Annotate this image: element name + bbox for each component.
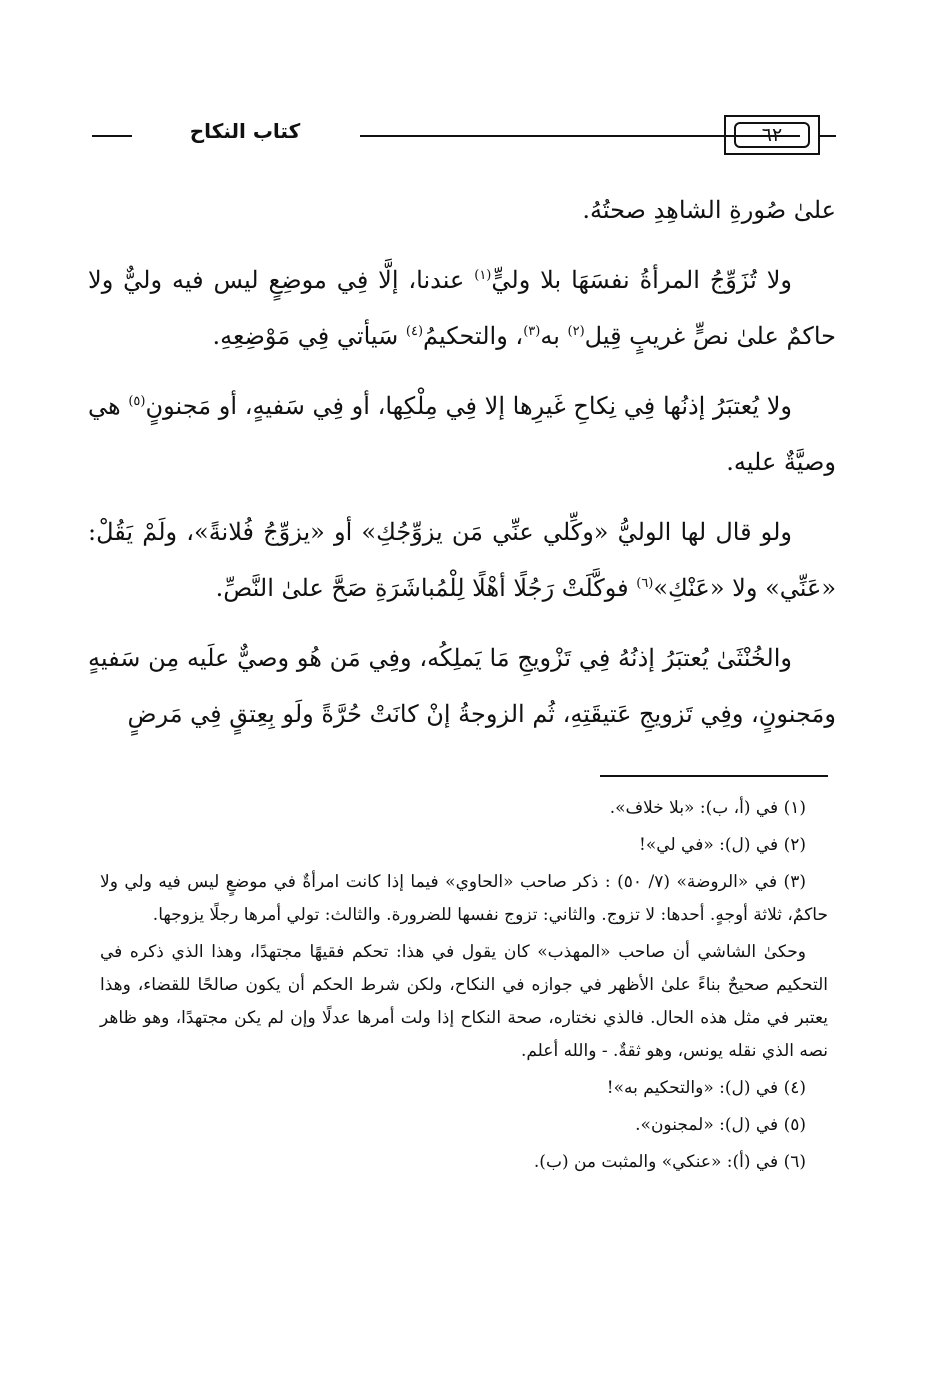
main-text [88,182,836,756]
text-run: هي وصيَّةٌ عليه. [88,392,836,476]
footnote-5: (٥) في (ل): «لمجنون». [635,1115,806,1135]
footnote-4: (٤) في (ل): «والتحكيم به»! [606,1078,806,1098]
page-number: ٦٢ [734,122,810,148]
paragraph-4 [88,504,836,616]
footnote-marker-1: (١) [474,268,492,283]
paragraph-2 [88,252,836,364]
footnote-6: (٦) في (أ): «عنكي» والمثبت من (ب). [533,1152,806,1172]
footnote-marker-6: (٦) [636,576,654,591]
footnote-marker-2: (٢) [567,324,585,339]
page-header [92,115,832,159]
header-rule-right [820,135,836,137]
text-run: ، والتحكيمُ [423,322,524,350]
text-run: عندنا، إلَّا فِي موضِعٍ ليس فيه وليٌّ ولا حاكمٌ علىٰ نصٍّ غريبٍ قِيل [88,266,836,350]
text-run: سَيأتي فِي مَوْضِعِهِ. [212,322,406,350]
paragraph-1: علىٰ صُورةِ الشاهِدِ صحتُهُ. [582,196,836,224]
text-run: ولا تُزَوِّجُ المرأةُ نفسَهَا بلا وليٍّ [491,266,792,294]
footnote-marker-3: (٣) [523,324,541,339]
footnote-3-continued: وحكىٰ الشاشي أن صاحب «المهذب» كان يقول في هذا: تحكم فقيهًا مجتهدًا، وهذا الذي ذكره في التحكيم صحيحٌ بناءً علىٰ الأظهر في جوازه في النكاح، ولكن شرط الحكم أن يكون صالحًا للقضاء، وهذا يعتبر في مثل هذه الحال. فالذي نختاره، صحة النكاح إذا ولت أمرها عدلًا وإن لم يكن مجتهدًا، وهو ظاهر نصه الذي نقله يونس، وهو ثقةٌ. - والله أعلم. [100,942,828,1061]
paragraph-5: والخُنْثَىٰ يُعتبَرُ إذنُهُ فِي تَزْويجِ مَا يَملِكُه، وفِي مَن هُو وصيٌّ علَيه مِن سَفيهٍ ومَجنونٍ، وفِي تَزويجِ عَتيقَتِهِ، ثُم الزوجةُ إنْ كانَتْ حُرَّةً ولَو بِعِتقٍ فِي مَرضٍ [88,644,836,728]
page-number-frame [724,115,820,155]
text-run: به [540,322,568,350]
text-run: ولو قال لها الوليُّ «وكِّلي عنِّي مَن يزوِّجُكِ» أو «يزوِّجُ فُلانةً»، ولَمْ يَقُلْ: «عَنِّي» ولا «عَنْكِ» [88,518,836,602]
footnote-marker-5: (٥) [128,394,146,409]
footnote-separator [600,775,828,777]
footnote-marker-4: (٤) [405,324,424,339]
text-run: ولا يُعتبَرُ إذنُها فِي نِكاحِ غَيرِها إلا فِي مِلْكِها، أو فِي سَفيهٍ، أو مَجنونٍ [145,392,792,420]
paragraph-3 [88,378,836,490]
footnotes [100,792,828,1183]
header-rule-left [92,135,132,137]
footnote-1: (١) في (أ، ب): «بلا خلاف». [609,798,806,818]
footnote-2: (٢) في (ل): «في لي»! [639,835,806,855]
book-title: كتاب النكاح [189,119,301,143]
text-run: فوكَّلَتْ رَجُلًا أهْلًا لِلْمُباشَرَةِ صَحَّ علىٰ النَّصِّ. [215,574,637,602]
footnote-3: (٣) في «الروضة» (٧/ ٥٠) : ذكر صاحب «الحاوي» فيما إذا كانت امرأةٌ في موضعٍ ليس فيه ولي ولا حاكمٌ، ثلاثة أوجهٍ. أحدها: لا تزوج. والثاني: تزوج نفسها للضرورة. والثالث: تولي أمرها رجلًا يزوجها. [100,872,828,925]
